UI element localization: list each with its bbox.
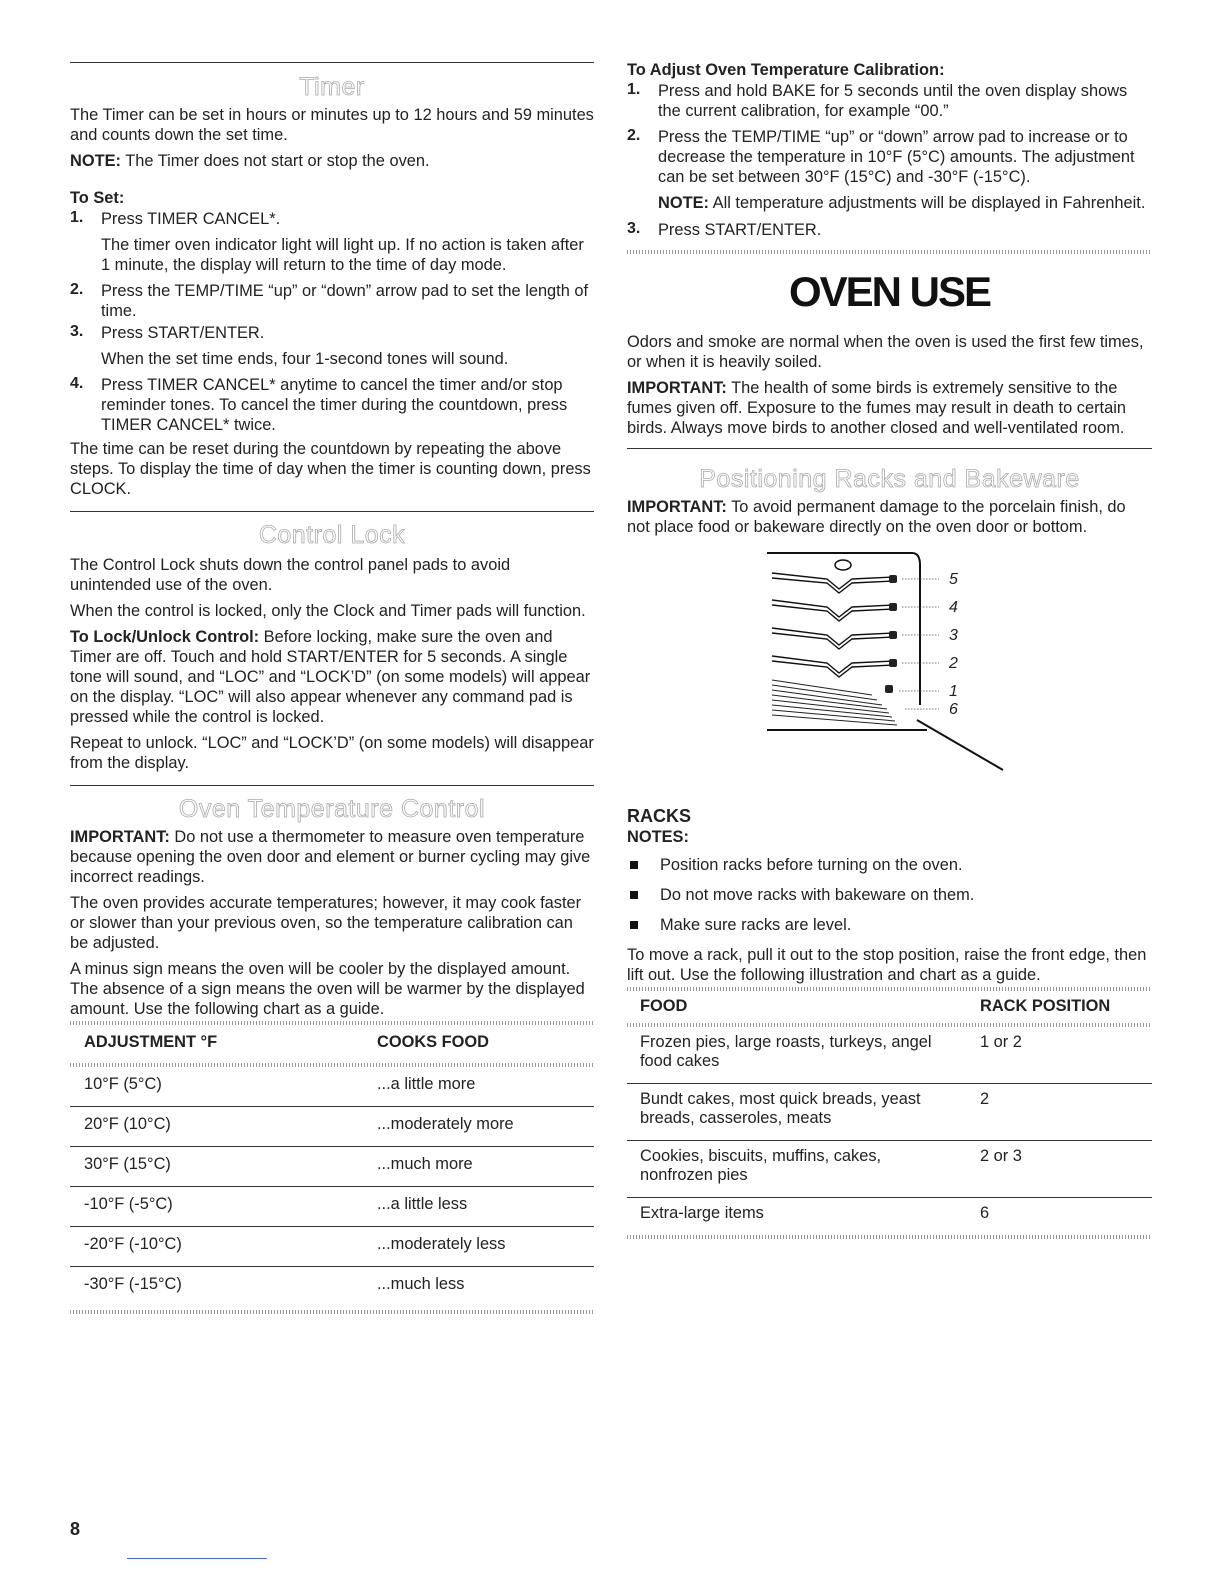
- racks-heading: RACKS: [627, 806, 692, 826]
- lock-unlock-text: To Lock/Unlock Control: Before locking, make sure the oven and Timer are off. Touch and hold START/ENTER for 5 seconds. A single tone will sound, and “LOC” and “LOCK’D” (on some models) will appear on the display. “LOC” will also appear whenever any command pad is pressed while the control is locked.: [70, 628, 591, 726]
- timer-step-3: 3. Press START/ENTER. When the set time ends, four 1-second tones will sound.: [70, 323, 509, 368]
- table-header-row: [70, 1033, 594, 1063]
- oven-use-title: OVEN USE: [788, 268, 991, 315]
- list-item: Do not move racks with bakeware on them.: [627, 885, 1152, 905]
- oven-use-p1: Odors and smoke are normal when the oven is used the first few times, or when it is heavily soiled.: [627, 333, 1144, 371]
- table-row: -10°F (-5°C) ...a little less: [70, 1187, 594, 1227]
- table-header-row: [627, 997, 1152, 1023]
- table-bottom-rule: [70, 1310, 594, 1314]
- table-row: Cookies, biscuits, muffins, cakes, nonfrozen pies 2 or 3: [627, 1141, 1152, 1198]
- table-row: 20°F (10°C) ...moderately more: [70, 1107, 594, 1147]
- list-item: Position racks before turning on the oven.: [627, 855, 1152, 875]
- control-lock-p3: Repeat to unlock. “LOC” and “LOCK’D” (on some models) will disappear from the display.: [70, 734, 594, 772]
- timer-step-4: 4. Press TIMER CANCEL* anytime to cancel the timer and/or stop reminder tones. To cancel the timer during the countdown, press TIMER CANCEL* twice.: [70, 375, 568, 434]
- header-rack-position: RACK POSITION: [980, 997, 1111, 1015]
- header-cooks-food: COOKS FOOD: [377, 1033, 490, 1051]
- page-number: 8: [70, 1519, 81, 1539]
- table-row: -20°F (-10°C) ...moderately less: [70, 1227, 594, 1267]
- oven-temp-p3: A minus sign means the oven will be cooler by the displayed amount. The absence of a sign means the oven will be warmer by the displayed amount. Use the following chart as a guide.: [70, 960, 585, 1018]
- timer-intro: The Timer can be set in hours or minutes up to 12 hours and 59 minutes and counts down the set time.: [70, 106, 594, 144]
- table-top-rule: [627, 987, 1152, 991]
- rack-position-table-header: [627, 997, 1152, 1023]
- table-row: Extra-large items 6: [627, 1198, 1152, 1236]
- table-row: -30°F (-15°C) ...much less: [70, 1267, 594, 1307]
- calibration-heading: To Adjust Oven Temperature Calibration:: [627, 61, 945, 79]
- table-bottom-rule: [627, 1235, 1152, 1239]
- adjustment-table-body: [70, 1067, 594, 1306]
- section-divider: [627, 250, 1152, 254]
- right-column: [627, 0, 1152, 1239]
- timer-step-1: 1. Press TIMER CANCEL*. The timer oven indicator light will light up. If no action is taken after 1 minute, the display will return to the time of day mode.: [70, 209, 584, 274]
- calibration-step-1: 1. Press and hold BAKE for 5 seconds until the oven display shows the current calibration, for example “00.”: [627, 81, 1128, 120]
- rack-label-1: 1: [949, 683, 958, 700]
- timer-title: Timer: [299, 73, 365, 101]
- section-divider: [627, 448, 1152, 449]
- table-row: 30°F (15°C) ...much more: [70, 1147, 594, 1187]
- timer-reset-text: The time can be reset during the countdown by repeating the above steps. To display the time of day when the timer is counting down, press CLOCK.: [70, 440, 591, 498]
- move-rack-text: To move a rack, pull it out to the stop position, raise the front edge, then lift out. Use the following illustration and chart as a guide.: [627, 946, 1147, 984]
- left-column: [70, 0, 594, 1314]
- oven-use-important: IMPORTANT: The health of some birds is extremely sensitive to the fumes given off. Exposure to the fumes may result in death to certain birds. Always move birds to another closed and well-ventilated room.: [627, 379, 1126, 437]
- section-divider: [70, 785, 594, 786]
- rack-label-4: 4: [949, 599, 958, 616]
- calibration-step-3: 3. Press START/ENTER.: [627, 220, 822, 239]
- header-adjustment: ADJUSTMENT °F: [84, 1033, 218, 1051]
- rack-position-table: [627, 1027, 1152, 1235]
- rack-label-3: 3: [949, 627, 958, 644]
- oven-temp-important: IMPORTANT: Do not use a thermometer to measure oven temperature because opening the oven door and element or burner cycling may give incorrect readings.: [70, 828, 591, 886]
- racks-section-title: Positioning Racks and Bakeware: [699, 465, 1080, 493]
- notes-heading: NOTES:: [627, 828, 689, 846]
- rack-label-5: 5: [949, 571, 958, 588]
- timer-note: NOTE: The Timer does not start or stop the oven.: [70, 152, 430, 170]
- calibration-step-2: 2. Press the TEMP/TIME “up” or “down” arrow pad to increase or to decrease the temperature in 10°F (5°C) amounts. The adjustment can be set between 30°F (15°C) and -30°F (-15°C). NOTE: All temperature adjustments will be displayed in Fahrenheit.: [627, 127, 1146, 212]
- oven-temp-p2: The oven provides accurate temperatures; however, it may cook faster or slower than your previous oven, so the temperature calibration can be adjusted.: [70, 894, 582, 952]
- to-set-heading: To Set:: [70, 189, 125, 207]
- table-top-rule: [70, 1021, 594, 1025]
- rack-label-6: 6: [949, 701, 958, 718]
- timer-step-2: 2. Press the TEMP/TIME “up” or “down” arrow pad to set the length of time.: [70, 281, 589, 320]
- adjustment-table: [70, 1033, 594, 1063]
- section-divider: [70, 62, 594, 63]
- section-divider: [70, 511, 594, 512]
- racks-important: IMPORTANT: To avoid permanent damage to the porcelain finish, do not place food or bakeware directly on the oven door or bottom.: [627, 498, 1126, 536]
- table-row: Frozen pies, large roasts, turkeys, angel food cakes 1 or 2: [640, 1033, 1022, 1070]
- header-food: FOOD: [640, 997, 688, 1015]
- rack-diagram: [627, 545, 1152, 775]
- control-lock-p2: When the control is locked, only the Clock and Timer pads will function.: [70, 602, 586, 620]
- table-row: 10°F (5°C) ...a little more: [84, 1075, 476, 1093]
- footer-line: [127, 1558, 267, 1559]
- rack-label-2: 2: [949, 655, 958, 672]
- rack-positions-illustration: [627, 545, 1152, 775]
- oven-temp-title: Oven Temperature Control: [178, 795, 486, 823]
- table-row: Bundt cakes, most quick breads, yeast breads, casseroles, meats 2: [627, 1084, 1152, 1141]
- list-item: Make sure racks are level.: [627, 915, 1152, 935]
- control-lock-p1: The Control Lock shuts down the control panel pads to avoid unintended use of the oven.: [70, 556, 511, 594]
- control-lock-title: Control Lock: [258, 521, 406, 549]
